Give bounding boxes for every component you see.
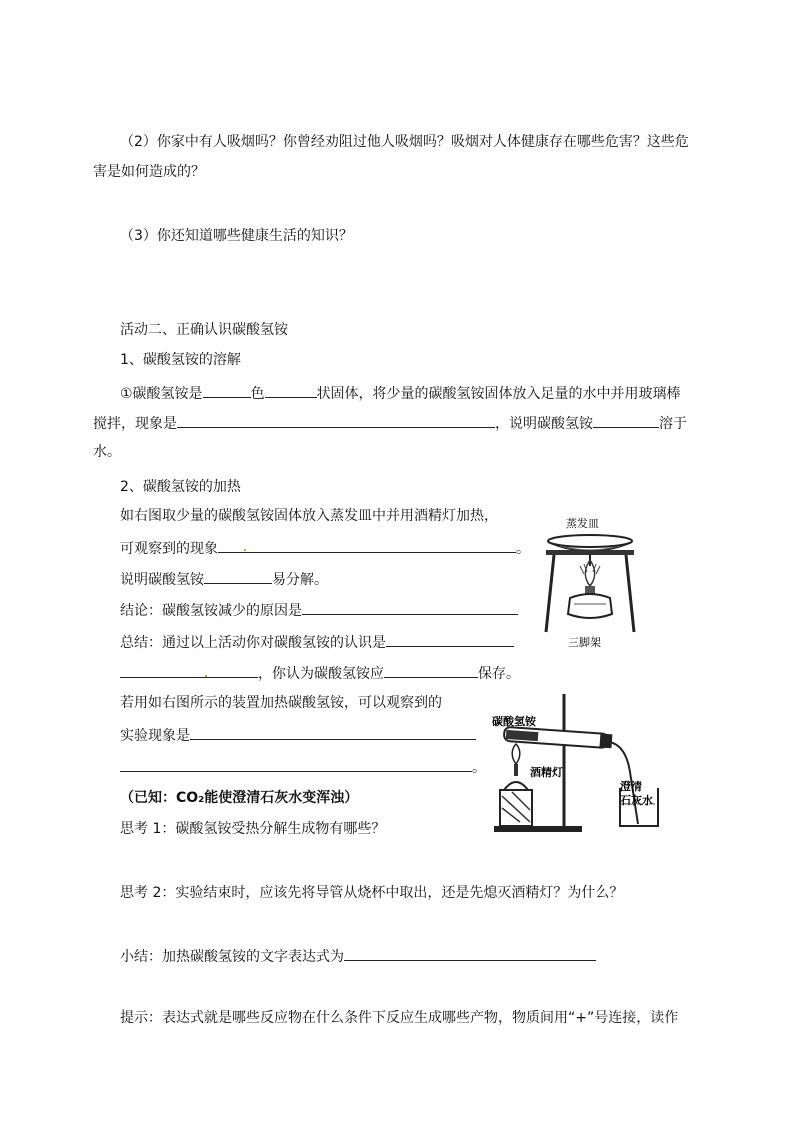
tube-heating-apparatus-figure — [490, 692, 666, 834]
s1-text-f: 溶于 — [659, 416, 687, 432]
blank-storage[interactable] — [384, 662, 478, 678]
fig2-label-limewater-2: 石灰水 — [620, 794, 653, 807]
blank-understanding[interactable] — [386, 631, 514, 647]
s2-line3-b: 易分解。 — [272, 572, 328, 588]
blank-solubility[interactable] — [593, 412, 659, 428]
summary-text: 小结：加热碳酸氢铵的文字表达式为 — [120, 949, 344, 965]
think2: 思考 2：实验结束时，应该先将导管从烧杯中取出，还是先熄灭酒精灯？为什么？ — [120, 885, 624, 901]
s2-line2 — [120, 537, 530, 559]
q2-line2: 害是如何造成的？ — [93, 164, 205, 180]
s1-line2 — [93, 412, 687, 434]
evaporating-dish-figure — [540, 514, 640, 654]
s2-line2-end: 。 — [516, 541, 530, 557]
s2-line9-end: 。 — [472, 760, 486, 776]
s2-line9 — [120, 756, 486, 778]
s2-line7: 若用如右图所示的装置加热碳酸氢铵，可以观察到的 — [120, 695, 442, 711]
fig2-label-lamp: 酒精灯 — [530, 766, 563, 779]
s1-line3: 水。 — [93, 444, 121, 460]
s2-line3-a: 说明碳酸氢铵 — [120, 572, 204, 588]
q3-text: （3）你还知道哪些健康生活的知识？ — [120, 228, 353, 244]
blank-apparatus-phenomenon[interactable] — [190, 724, 476, 740]
blank-apparatus-phenomenon-cont[interactable] — [120, 756, 472, 772]
s1-text-e: ，说明碳酸氢铵 — [495, 416, 593, 432]
s1-text-a: ①碳酸氢铵是 — [120, 386, 203, 402]
blank-state[interactable] — [265, 382, 317, 398]
s2-line3 — [120, 568, 328, 590]
known-note: （已知：CO₂能使澄清石灰水变浑浊） — [120, 790, 359, 806]
s2-line8-text: 实验现象是 — [120, 728, 190, 744]
s2-line4-text: 结论：碳酸氢铵减少的原因是 — [120, 603, 302, 619]
q2-line1: （2）你家中有人吸烟吗？你曾经劝阻过他人吸烟吗？吸烟对人体健康存在哪些危害？这些危 — [120, 134, 689, 150]
blank-easily-decomposed[interactable] — [204, 568, 272, 584]
blank-color[interactable] — [203, 382, 251, 398]
blank-understanding-cont[interactable] — [120, 662, 258, 678]
s2-line5 — [120, 631, 514, 653]
s2-line4 — [120, 599, 518, 621]
fig1-label-top: 蒸发皿 — [566, 517, 599, 530]
s1-text-d: 搅拌，现象是 — [93, 416, 177, 432]
s2-line6 — [120, 662, 520, 684]
blank-heating-phenomenon[interactable] — [218, 537, 516, 553]
stray-mark — [244, 549, 246, 551]
s2-line1: 如右图取少量的碳酸氢铵固体放入蒸发皿中并用酒精灯加热， — [120, 508, 498, 524]
blank-phenomenon[interactable] — [177, 412, 495, 428]
stray-mark-2 — [205, 675, 207, 677]
blank-word-equation[interactable] — [344, 945, 596, 961]
s1-line1 — [120, 382, 681, 404]
s2-title: 2、碳酸氢铵的加热 — [120, 479, 241, 495]
think1: 思考 1：碳酸氢铵受热分解生成物有哪些？ — [120, 821, 386, 837]
s2-line6-a: ，你认为碳酸氢铵应 — [258, 666, 384, 682]
s1-title: 1、碳酸氢铵的溶解 — [120, 352, 241, 368]
s2-line8 — [120, 724, 476, 746]
blank-reason[interactable] — [302, 599, 518, 615]
hint-line: 提示：表达式就是哪些反应物在什么条件下反应生成哪些产物，物质间用“+”号连接，读作 — [120, 1010, 679, 1026]
summary-line — [120, 945, 596, 967]
activity2-title: 活动二、正确认识碳酸氢铵 — [120, 322, 288, 338]
s2-line6-b: 保存。 — [478, 666, 520, 682]
s2-line2-text: 可观察到的现象 — [120, 541, 218, 557]
s2-line5-text: 总结：通过以上活动你对碳酸氢铵的认识是 — [120, 635, 386, 651]
fig2-label-limewater-1: 澄清 — [620, 780, 642, 793]
s1-text-b: 色 — [250, 386, 265, 402]
fig1-label-bottom: 三脚架 — [568, 636, 601, 649]
s1-text-c: 状固体，将少量的碳酸氢铵固体放入足量的水中并用玻璃棒 — [316, 386, 681, 402]
fig2-label-solid: 碳酸氢铵 — [492, 715, 536, 728]
